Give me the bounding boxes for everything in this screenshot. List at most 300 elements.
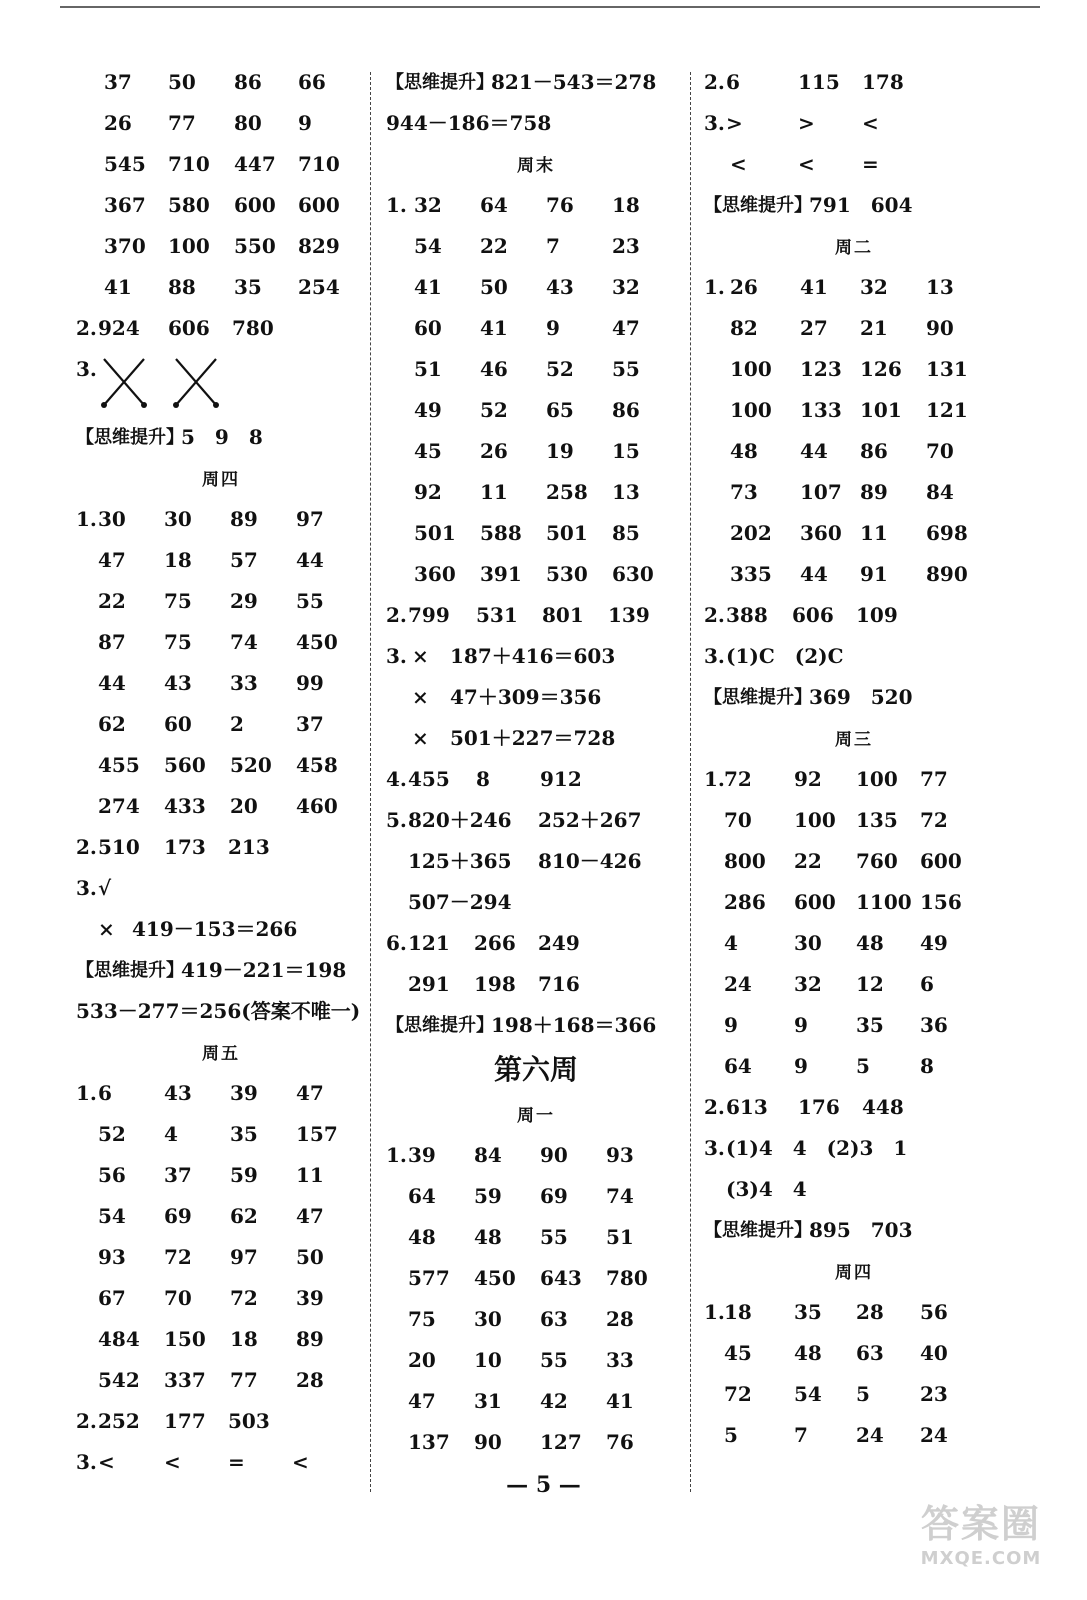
grid-row [704,800,1004,841]
answer-value: 800 [724,849,766,873]
answer-value: 49 [920,931,948,955]
answer-value: 18 [164,548,192,572]
answer-value: 41 [104,275,132,299]
answer-value: 19 [546,439,574,463]
answer-value: 92 [794,767,822,791]
watermark-text: 答案圈 [920,1502,1041,1546]
question-number: 6. [386,931,407,955]
answer-value: 72 [724,1382,752,1406]
answer-value: 131 [926,357,968,381]
grid-row [76,786,366,827]
q3-matching-row: 3. [76,349,366,417]
q2-answer-row: 2. 510 173 213 [76,835,270,859]
answer-value: 530 [546,562,588,586]
answer-value: 35 [856,1013,884,1037]
top-rule [60,6,1040,8]
answer-value: 829 [298,234,340,258]
answer-value: 710 [298,152,340,176]
answer-value: 52 [546,357,574,381]
answer-value: 600 [234,193,276,217]
answer-value: 64 [408,1184,436,1208]
answer-value: 12 [856,972,884,996]
answer-value: 44 [296,548,324,572]
tuesday-grid [704,267,1004,595]
answer-value: 716 [538,972,580,996]
answer-value: 59 [230,1163,258,1187]
q5-answer-block [386,800,686,923]
answer-expression: 507－294 [408,890,512,914]
answer-value: 335 [730,562,772,586]
grid-row [704,308,1004,349]
q4-answer-row: 4. 455 8 912 [386,767,582,791]
answer-value: 30 [98,507,126,531]
answer-value: 37 [164,1163,192,1187]
answer-value: 760 [856,849,898,873]
thinking-answer-row: 【思维提升】 369 520 [704,685,913,709]
answer-value: 44 [800,439,828,463]
answer-value: 40 [920,1341,948,1365]
answer-value: 23 [612,234,640,258]
answer-value: 44 [98,671,126,695]
answer-value: 36 [920,1013,948,1037]
answer-value: 90 [474,1430,502,1454]
answer-value: 580 [168,193,210,217]
question-number: 1. [704,767,725,791]
answer-value: 51 [414,357,442,381]
answer-value: 66 [298,70,326,94]
section-heading-weekend: 周末 [517,156,555,176]
answer-value: 45 [414,439,442,463]
answer-value: 75 [408,1307,436,1331]
answer-value: 133 [800,398,842,422]
answer-value: 550 [234,234,276,258]
answer-value: 11 [860,521,888,545]
answer-value: 86 [234,70,262,94]
answer-value: 48 [408,1225,436,1249]
grid-row [386,1381,686,1422]
answer-value: 123 [800,357,842,381]
answer-value: 26 [104,111,132,135]
grid-row [704,267,1004,308]
thursday-grid [704,1292,1004,1456]
section-heading-friday: 周五 [202,1044,240,1064]
grid-row [386,1340,686,1381]
answer-value: 780 [606,1266,648,1290]
matching-lines-drawing [98,353,228,413]
answer-expr: 501＋227＝728 [450,726,616,750]
answer-value: 85 [612,521,640,545]
answer-value: 74 [606,1184,634,1208]
answer-value: 55 [540,1225,568,1249]
q3-answer-row-2: (3)4 4 [726,1177,807,1201]
answer-value: 64 [724,1054,752,1078]
answer-value: 35 [230,1122,258,1146]
answer-value: 72 [164,1245,192,1269]
answer-value: 69 [540,1184,568,1208]
answer-value: 52 [480,398,508,422]
watermark-url: MXQE.COM [920,1548,1042,1569]
grid-row [76,144,366,185]
grid-row [704,1333,1004,1374]
answer-value: 86 [612,398,640,422]
grid-row [704,554,1004,595]
answer-value: 137 [408,1430,450,1454]
grid-row [386,390,686,431]
answer-value: 127 [540,1430,582,1454]
answer-value: 26 [730,275,758,299]
answer-value: 30 [794,931,822,955]
answer-value: 76 [546,193,574,217]
answer-value: 22 [480,234,508,258]
answer-value: 18 [724,1300,752,1324]
answer-value: 56 [920,1300,948,1324]
q3-answer-row [386,677,686,718]
answer-value: 48 [794,1341,822,1365]
answer-value: 35 [234,275,262,299]
grid-row [386,185,686,226]
grid-row [76,1237,366,1278]
answer-value: 60 [164,712,192,736]
q3-answer-row [386,718,686,759]
page-number: — 5 — [506,1472,581,1498]
answer-value: 9 [724,1013,738,1037]
q3-comparison-row-2: < < = [730,152,879,176]
grid-row [76,62,366,103]
answer-value: 89 [860,480,888,504]
answer-value: 62 [98,712,126,736]
answer-value: 54 [98,1204,126,1228]
q3-answer-row: 3. √ [76,876,112,900]
grid-row [386,513,686,554]
grid-row [76,581,366,622]
answer-value: 202 [730,521,772,545]
answer-value: 63 [856,1341,884,1365]
answer-expression: 252＋267 [538,808,642,832]
answer-value: 97 [230,1245,258,1269]
grid-row [76,267,366,308]
thinking-answer-row: 【思维提升】 419－221＝198 [76,958,347,982]
answer-value: 126 [860,357,902,381]
answer-value: 49 [414,398,442,422]
answer-value: 6 [98,1081,112,1105]
answer-value: 156 [920,890,962,914]
answer-value: 10 [474,1348,502,1372]
q2-answer-row: 2. 613 176 448 [704,1095,904,1119]
grid-row [386,554,686,595]
answer-value: 48 [730,439,758,463]
answer-expr: 47＋309＝356 [450,685,602,709]
grid-row [704,1046,1004,1087]
answer-value: 41 [800,275,828,299]
answer-value: 45 [724,1341,752,1365]
answer-value: 630 [612,562,654,586]
grid-row [76,1196,366,1237]
grid-row [704,882,1004,923]
answer-value: 100 [168,234,210,258]
grid-row [386,1217,686,1258]
q5-answer-row [386,882,686,923]
answer-value: 48 [856,931,884,955]
answer-value: 37 [296,712,324,736]
answer-expression: 5. [386,808,407,832]
answer-value: 100 [730,357,772,381]
answer-value: 57 [230,548,258,572]
answer-value: 55 [612,357,640,381]
answer-value: 50 [480,275,508,299]
grid-row [76,1360,366,1401]
answer-value: 41 [480,316,508,340]
answer-value: 46 [480,357,508,381]
answer-value: 15 [612,439,640,463]
answer-value: 63 [540,1307,568,1331]
answer-value: 6 [920,972,934,996]
weekend-grid [386,185,686,595]
answer-value: 97 [296,507,324,531]
answer-value: 91 [860,562,888,586]
thinking-answer-row: 【思维提升】 5 9 8 [76,425,263,449]
answer-value: 367 [104,193,146,217]
grid-row [386,431,686,472]
grid-row [76,663,366,704]
grid-row [386,1422,686,1463]
answer-value: 41 [606,1389,634,1413]
answer-value: 18 [230,1327,258,1351]
answer-value: 5 [724,1423,738,1447]
answer-value: 43 [164,671,192,695]
answer-value: 600 [920,849,962,873]
answer-value: 100 [794,808,836,832]
answer-value: 70 [724,808,752,832]
answer-column-3 [704,62,1004,1456]
answer-value: 92 [414,480,442,504]
answer-value: 258 [546,480,588,504]
answer-expression: 820＋246 [408,808,512,832]
answer-value: 8 [920,1054,934,1078]
grid-row [386,1135,686,1176]
q5-answer-row [386,800,686,841]
answer-value: 50 [296,1245,324,1269]
answer-value: 13 [926,275,954,299]
thursday-grid [76,499,366,827]
answer-value: 542 [98,1368,140,1392]
answer-value: 24 [920,1423,948,1447]
thinking-answer-row: 【思维提升】 198＋168＝366 [386,1013,657,1037]
grid-row [704,964,1004,1005]
answer-value: 51 [606,1225,634,1249]
grid-row [704,1374,1004,1415]
answer-mark: × [412,726,429,750]
answer-value: 455 [98,753,140,777]
answer-value: 22 [98,589,126,613]
q6-answer-block [386,923,686,1005]
answer-value: 47 [296,1081,324,1105]
answer-value: 643 [540,1266,582,1290]
answer-value: 72 [230,1286,258,1310]
thinking-answer-row-2: 533－277＝256(答案不唯一) [76,999,361,1023]
answer-value: 101 [860,398,902,422]
question-number: 1. [76,507,97,531]
answer-value: 484 [98,1327,140,1351]
watermark-logo [896,1500,1066,1590]
q2-answer-row: 2. 799 531 801 139 [386,603,650,627]
q3-answer-row: 3. (1)4 4 (2)3 1 [704,1136,908,1160]
answer-value: 2 [230,712,244,736]
answer-value: 135 [856,808,898,832]
answer-value: 501 [546,521,588,545]
section-heading-monday: 周一 [517,1106,555,1126]
grid-row [704,390,1004,431]
section-heading-wednesday: 周三 [835,730,873,750]
answer-value: 44 [800,562,828,586]
answer-value: 90 [540,1143,568,1167]
answer-value: 100 [856,767,898,791]
answer-value: 93 [606,1143,634,1167]
answer-value: 84 [474,1143,502,1167]
answer-value: 32 [860,275,888,299]
answer-value: 13 [612,480,640,504]
answer-value: 50 [168,70,196,94]
answer-mark: × [412,685,429,709]
question-number: 1. [386,1143,407,1167]
answer-value: 600 [794,890,836,914]
answer-value: 460 [296,794,338,818]
grid-row [704,1292,1004,1333]
answer-value: 33 [606,1348,634,1372]
answer-expression: 125＋365 [408,849,512,873]
answer-expression: 810－426 [538,849,642,873]
answer-value: 47 [612,316,640,340]
grid-row [386,267,686,308]
answer-value: 291 [408,972,450,996]
question-number: 1. [386,193,407,217]
column-divider-2 [690,72,691,1492]
answer-value: 72 [724,767,752,791]
grid-row [704,1415,1004,1456]
answer-value: 21 [860,316,888,340]
answer-value: 80 [234,111,262,135]
answer-value: 9 [546,316,560,340]
answer-value: 107 [800,480,842,504]
answer-value: 64 [480,193,508,217]
grid-row [386,349,686,390]
grid-row [704,431,1004,472]
grid-row [76,499,366,540]
answer-expr: 187＋416＝603 [450,644,616,668]
answer-value: 254 [298,275,340,299]
q3-answer-row: 3. (1)C (2)C [704,644,844,668]
q3-answer-row [386,636,686,677]
q5-answer-row [386,841,686,882]
answer-value: 56 [98,1163,126,1187]
answer-value: 370 [104,234,146,258]
answer-value: 286 [724,890,766,914]
grid-row [386,1258,686,1299]
answer-value: 710 [168,152,210,176]
grid-row [76,185,366,226]
q2-answer-row: 2. 252 177 503 [76,1409,270,1433]
answer-value: 30 [164,507,192,531]
answer-value: 9 [794,1013,808,1037]
answer-value: 73 [730,480,758,504]
answer-value: 5 [856,1382,870,1406]
monday-grid [386,1135,686,1463]
grid-row [386,472,686,513]
wednesday-grid [704,759,1004,1087]
answer-value: 22 [794,849,822,873]
answer-value: 59 [474,1184,502,1208]
friday-grid [76,1073,366,1401]
answer-mark: × [412,644,429,668]
answer-value: 249 [538,931,580,955]
thinking-answer-row-2: 944－186＝758 [386,111,552,135]
answer-value: 84 [926,480,954,504]
answer-value: 337 [164,1368,206,1392]
answer-value: 77 [920,767,948,791]
answer-value: 24 [856,1423,884,1447]
answer-value: 433 [164,794,206,818]
grid-row [386,1176,686,1217]
answer-value: 75 [164,630,192,654]
answer-column-1 [76,62,366,1483]
answer-value: 70 [164,1286,192,1310]
answer-value: 37 [104,70,132,94]
answer-value: 72 [920,808,948,832]
answer-value: 47 [296,1204,324,1228]
grid-block-1 [76,62,366,308]
grid-row [76,704,366,745]
answer-value: 31 [474,1389,502,1413]
answer-value: 26 [480,439,508,463]
thinking-answer-row: 【思维提升】 821－543＝278 [386,70,657,94]
answer-label: 3. [386,644,407,668]
answer-value: 391 [480,562,522,586]
answer-value: 20 [408,1348,436,1372]
answer-value: 33 [230,671,258,695]
answer-value: 18 [612,193,640,217]
q3-comparison-row: 3. < < = < [76,1450,309,1474]
answer-value: 24 [724,972,752,996]
answer-value: 54 [794,1382,822,1406]
answer-value: 93 [98,1245,126,1269]
grid-row [76,1278,366,1319]
grid-row [704,1005,1004,1046]
grid-row [76,1319,366,1360]
answer-value: 9 [794,1054,808,1078]
answer-value: 82 [730,316,758,340]
grid-row [76,540,366,581]
answer-value: 30 [474,1307,502,1331]
answer-value: 35 [794,1300,822,1324]
grid-row [386,226,686,267]
answer-value: 266 [474,931,516,955]
answer-value: 27 [800,316,828,340]
grid-row [76,1073,366,1114]
answer-value: 11 [480,480,508,504]
answer-value: 1100 [856,890,912,914]
grid-row [704,759,1004,800]
answer-value: 87 [98,630,126,654]
grid-row [386,308,686,349]
answer-value: 198 [474,972,516,996]
answer-value: 4 [164,1122,178,1146]
answer-value: 450 [474,1266,516,1290]
answer-value: 47 [98,548,126,572]
section-heading-thursday: 周四 [835,1263,873,1283]
grid-row [76,226,366,267]
answer-value: 4 [724,931,738,955]
column-divider-1 [370,72,371,1492]
grid-row [76,622,366,663]
